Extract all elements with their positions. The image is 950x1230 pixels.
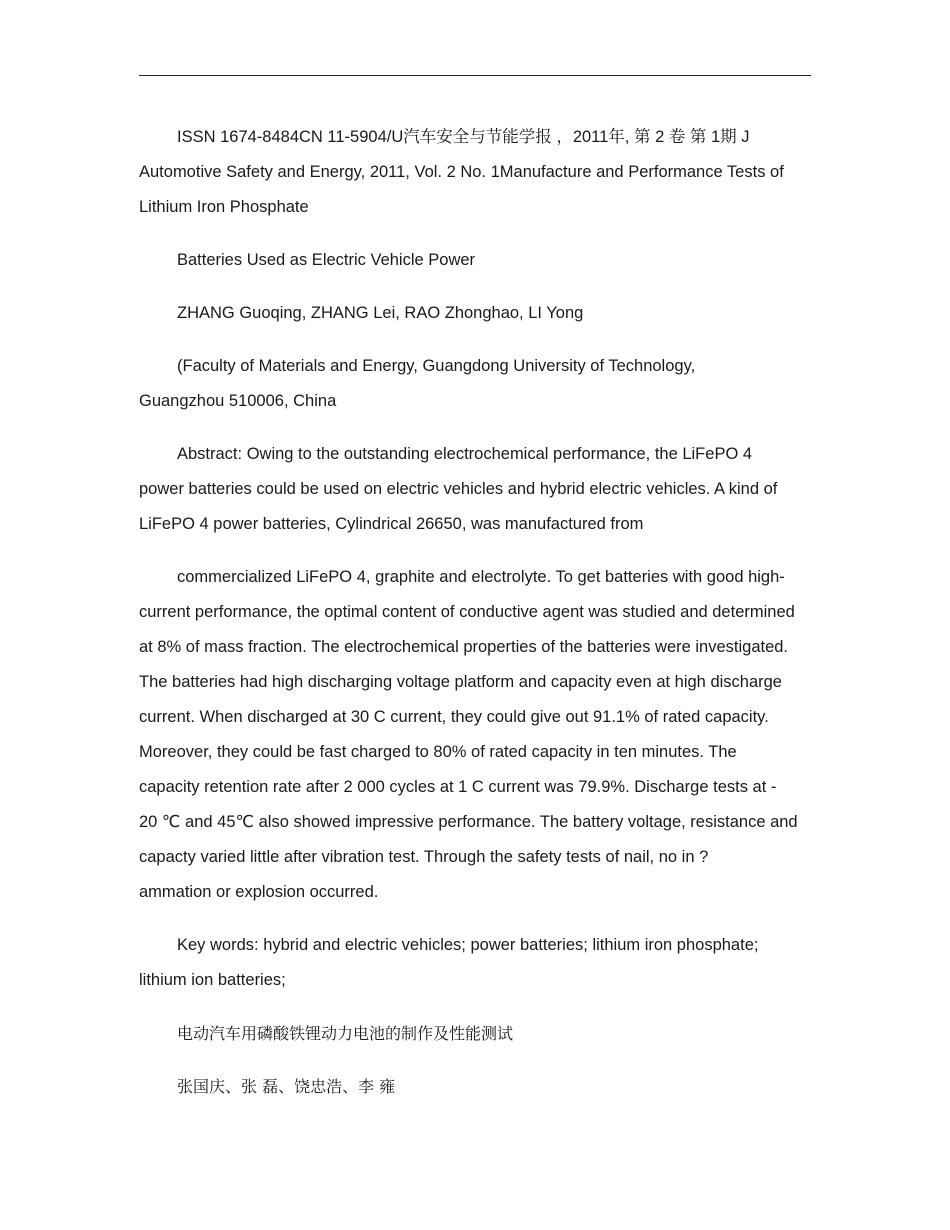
journal-header	[139, 120, 839, 225]
header-line-2: Automotive Safety and Energy, 2011, Vol. 2 No. 1Manufacture and Performance Tests of	[139, 163, 784, 181]
authors-en: ZHANG Guoqing, ZHANG Lei, RAO Zhonghao, LI Yong	[177, 304, 584, 322]
keywords	[139, 928, 839, 998]
title-continuation: Batteries Used as Electric Vehicle Power	[177, 251, 476, 269]
abstract-line: current performance, the optimal content of conductive agent was studied and determined	[139, 603, 795, 621]
keywords-line-2: lithium ion batteries;	[139, 971, 286, 989]
abstract-line: current. When discharged at 30 C current, they could give out 91.1% of rated capacity.	[139, 708, 769, 726]
abstract-line: capacity retention rate after 2 000 cycles at 1 C current was 79.9%. Discharge tests at -	[139, 778, 777, 796]
authors-cn: 张国庆、张 磊、饶忠浩、李 雍	[177, 1077, 396, 1096]
abstract-line: capacty varied little after vibration test. Through the safety tests of nail, no in ?	[139, 848, 709, 866]
header-rule	[139, 75, 811, 76]
abstract-line: Moreover, they could be fast charged to 80% of rated capacity in ten minutes. The	[139, 743, 737, 761]
header-line-3: Lithium Iron Phosphate	[139, 198, 309, 216]
affiliation	[139, 349, 839, 419]
keywords-line-1: Key words: hybrid and electric vehicles; power batteries; lithium iron phosphate;	[177, 936, 759, 954]
abstract-line: power batteries could be used on electric vehicles and hybrid electric vehicles. A kind of	[139, 480, 778, 498]
abstract-line: at 8% of mass fraction. The electrochemical properties of the batteries were investigated.	[139, 638, 789, 656]
abstract-line: The batteries had high discharging voltage platform and capacity even at high discharge	[139, 673, 782, 691]
title-cn: 电动汽车用磷酸铁锂动力电池的制作及性能测试	[177, 1024, 514, 1043]
abstract-part-2	[139, 560, 839, 910]
header-line-1: ISSN 1674-8484CN 11-5904/U汽车安全与节能学报 ，2011年, 第 2 卷 第 1期 J	[177, 128, 750, 146]
abstract-line: LiFePO 4 power batteries, Cylindrical 26650, was manufactured from	[139, 515, 644, 533]
abstract-part-1	[139, 437, 839, 542]
affiliation-line-1: (Faculty of Materials and Energy, Guangdong University of Technology,	[177, 357, 696, 375]
abstract-line: Abstract: Owing to the outstanding electrochemical performance, the LiFePO 4	[177, 445, 753, 463]
abstract-line: ammation or explosion occurred.	[139, 883, 379, 901]
document-body	[139, 120, 839, 1122]
abstract-line: 20 ℃ and 45℃ also showed impressive performance. The battery voltage, resistance and	[139, 813, 798, 831]
abstract-line: commercialized LiFePO 4, graphite and electrolyte. To get batteries with good high-	[177, 568, 785, 586]
affiliation-line-2: Guangzhou 510006, China	[139, 392, 337, 410]
